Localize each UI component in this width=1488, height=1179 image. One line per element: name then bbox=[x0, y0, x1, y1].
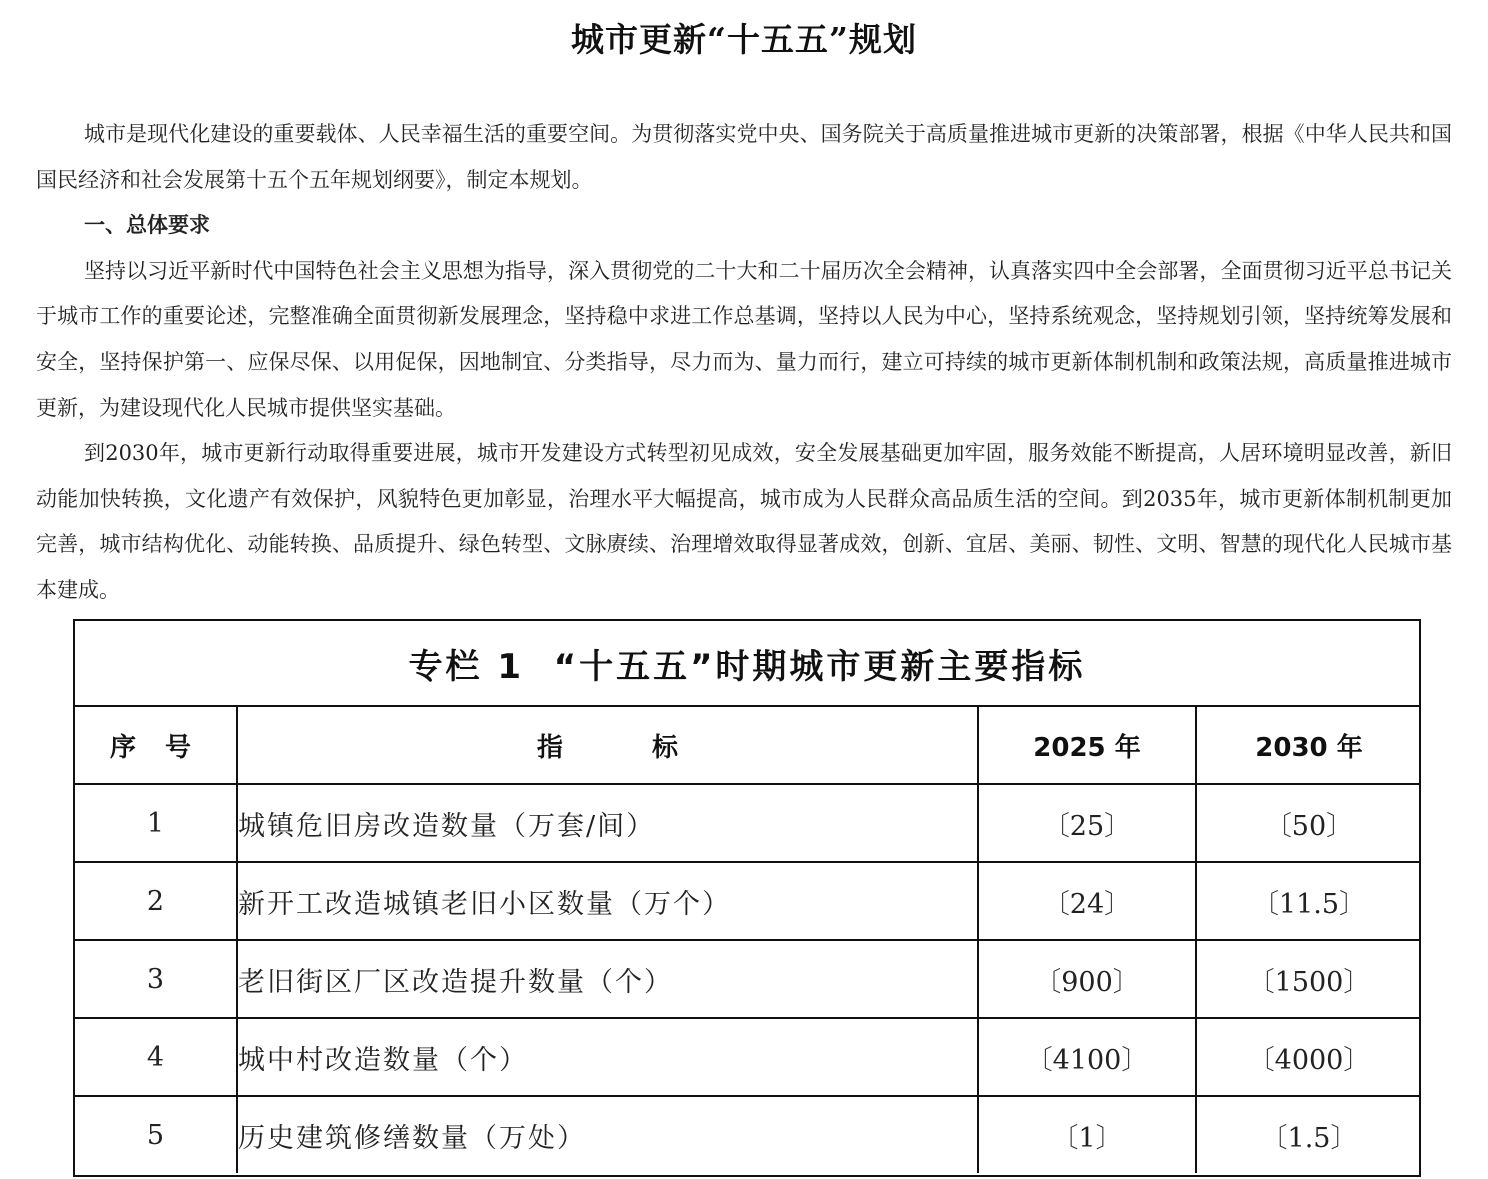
document-title: 城市更新“十五五”规划 bbox=[571, 20, 917, 59]
row-value-2025: 〔25〕 bbox=[978, 784, 1196, 862]
row-value-2025: 〔4100〕 bbox=[978, 1018, 1196, 1096]
table-row bbox=[75, 862, 1421, 940]
row-indicator: 老旧街区厂区改造提升数量（个） bbox=[237, 940, 978, 1018]
table-row bbox=[75, 1018, 1421, 1096]
table-header-row bbox=[75, 707, 1421, 784]
row-value-2030: 〔1500〕 bbox=[1196, 940, 1421, 1018]
goals-paragraph: 到2030年，城市更新行动取得重要进展，城市开发建设方式转型初见成效，安全发展基础更加牢固，服务效能不断提高，人居环境明显改善，新旧动能加快转换，文化遗产有效保护，风貌特色更加彰显，治理水平大幅提高，城市成为人民群众高品质生活的空间。到2035年，城市更新体制机制更加完善，城市结构优化、动能转换、品质提升、绿色转型、文脉赓续、治理增效取得显著成效，创新、宜居、美丽、韧性、文明、智慧的现代化人民城市基本建成。 bbox=[36, 441, 1452, 602]
row-value-2030: 〔1.5〕 bbox=[1260, 1122, 1358, 1154]
table-row bbox=[75, 1096, 1421, 1173]
indicator-table bbox=[75, 707, 1421, 1173]
row-indicator: 历史建筑修缮数量（万处） bbox=[237, 1096, 978, 1173]
row-seq: 4 bbox=[75, 1018, 237, 1096]
panel-title: 专栏 1 “十五五”时期城市更新主要指标 bbox=[75, 621, 1419, 707]
row-seq: 3 bbox=[75, 940, 237, 1018]
requirements-paragraph: 坚持以习近平新时代中国特色社会主义思想为指导，深入贯彻党的二十大和二十届历次全会精神，认真落实四中全会部署，全面贯彻习近平总书记关于城市工作的重要论述，完整准确全面贯彻新发展理念，坚持稳中求进工作总基调，坚持以人民为中心，坚持系统观念，坚持规划引领，坚持统筹发展和安全，坚持保护第一、应保尽保、以用促保，因地制宜、分类指导，尽力而为、量力而行，建立可持续的城市更新体制机制和政策法规，高质量推进城市更新，为建设现代化人民城市提供坚实基础。 bbox=[36, 258, 1452, 420]
row-indicator: 城镇危旧房改造数量（万套/间） bbox=[237, 784, 978, 862]
header-2025: 2025 年 bbox=[978, 707, 1196, 784]
row-value-2025: 〔1〕 bbox=[978, 1096, 1196, 1173]
header-seq: 序 号 bbox=[75, 707, 237, 784]
row-seq: 5 bbox=[75, 1096, 237, 1173]
table-row bbox=[75, 940, 1421, 1018]
section-heading: 一、总体要求 bbox=[84, 213, 210, 238]
row-value-2025: 〔24〕 bbox=[978, 862, 1196, 940]
header-indicator: 指 标 bbox=[237, 707, 978, 784]
row-value-2025: 〔900〕 bbox=[978, 940, 1196, 1018]
header-2030: 2030 年 bbox=[1196, 707, 1421, 784]
row-indicator: 城中村改造数量（个） bbox=[237, 1018, 978, 1096]
row-value-2030: 〔11.5〕 bbox=[1196, 862, 1421, 940]
indicator-panel bbox=[73, 619, 1421, 1177]
row-value-2030: 〔4000〕 bbox=[1196, 1018, 1421, 1096]
table-row bbox=[75, 784, 1421, 862]
intro-paragraph: 城市是现代化建设的重要载体、人民幸福生活的重要空间。为贯彻落实党中央、国务院关于高质量推进城市更新的决策部署，根据《中华人民共和国国民经济和社会发展第十五个五年规划纲要》，制定本规划。 bbox=[36, 122, 1452, 192]
row-seq: 1 bbox=[75, 784, 237, 862]
row-value-2030: 〔50〕 bbox=[1196, 784, 1421, 862]
document-body bbox=[36, 112, 1452, 614]
row-seq: 2 bbox=[75, 862, 237, 940]
row-indicator: 新开工改造城镇老旧小区数量（万个） bbox=[237, 862, 978, 940]
